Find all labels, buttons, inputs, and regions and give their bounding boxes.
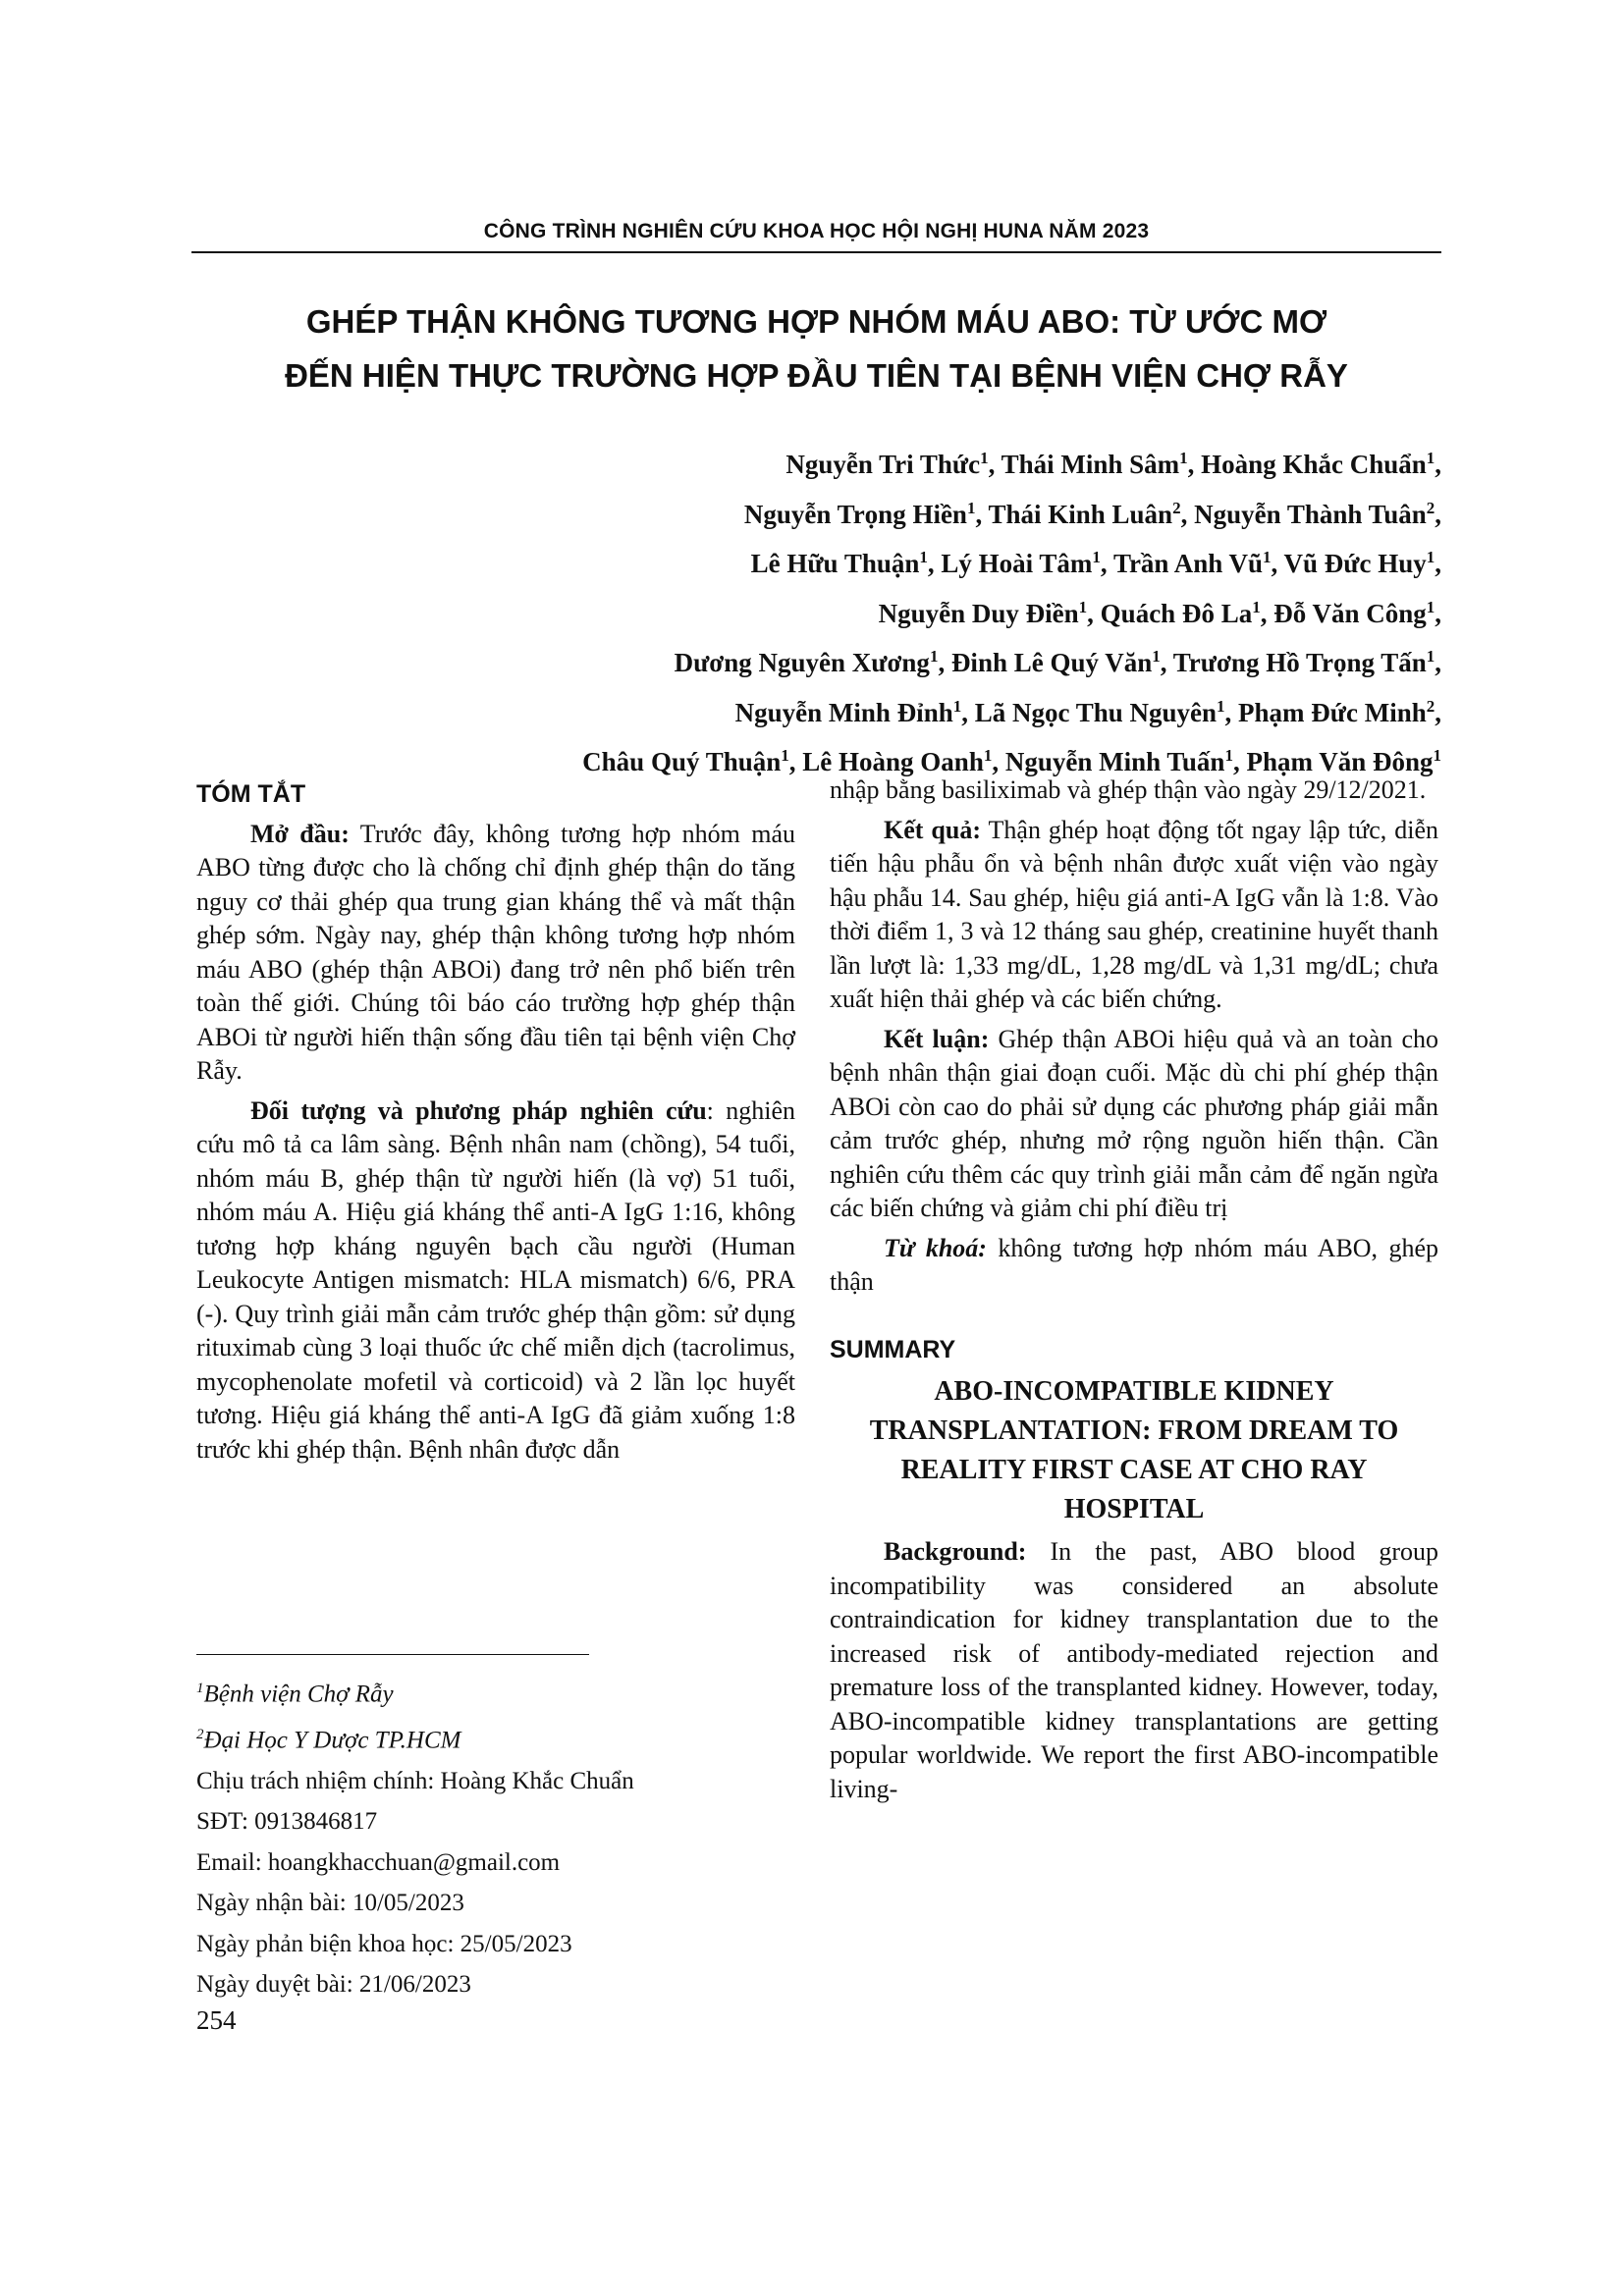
affiliation-mark: 2 [196, 1726, 204, 1742]
affiliation-name: Bệnh viện Chợ Rẫy [203, 1681, 394, 1708]
author-line: Dương Nguyên Xương$^1$, Đinh Lê Quý Văn$^1$, Trương Hồ Trọng Tấn$^1$, [674, 647, 1441, 677]
affiliation-mark: 1 [952, 696, 962, 716]
author-name: Thái Kinh Luân [988, 499, 1173, 529]
affiliation-name: Đại Học Y Dược TP.HCM [203, 1727, 461, 1754]
author-name: Đinh Lê Quý Văn [950, 648, 1153, 677]
right-column [830, 774, 1438, 1806]
author-line: Nguyễn Minh Đỉnh$^1$, Lã Ngọc Thu Nguyên$^1$, Phạm Đức Minh$^2$, [734, 696, 1441, 727]
author-name: Vũ Đức Huy [1283, 549, 1427, 578]
author-line: Lê Hữu Thuận$^1$, Lý Hoài Tâm$^1$, Trần Anh $Vũ^1$, Vũ Đức Huy$^1$, [750, 548, 1441, 578]
author-name: Lê Hoàng Oanh [802, 747, 984, 776]
author-name: Trương Hồ Trọng Tấn [1172, 648, 1427, 677]
affiliation-mark: 1 [1426, 548, 1435, 566]
methods-label: Đối tượng và phương pháp nghiên cứu [250, 1095, 707, 1125]
author-name: Nguyễn Trọng Hiền [743, 499, 967, 529]
methods-text: : nghiên cứu mô tả ca lâm sàng. Bệnh nhân nam (chồng), 54 tuổi, nhóm máu B, ghép thận từ người hiến (là vợ) 51 tuổi, nhóm máu A. Hiệu giá kháng thể anti-A IgG 1:16, không tương hợp kháng nguyên bạch cầu người (Human Leukocyte Antigen mismatch: HLA mismatch) 6/6, PRA (-). Quy trình giải mẫn cảm trước ghép thận gồm: sử dụng rituximab cùng 3 loại thuốc ức chế miễn dịch (tacrolimus, mycophenolate mofetil và corticoid) và 2 lần lọc huyết tương. Hiệu giá kháng thể anti-A IgG đã giảm xuống 1:8 trước khi ghép thận. Bệnh nhân được dẫn [196, 1095, 795, 1464]
affiliation-mark: 2 [1426, 498, 1435, 517]
affiliation-mark: 1 [196, 1681, 204, 1696]
summary-title: ABO-INCOMPATIBLE KIDNEY TRANSPLANTATION: FROM DREAM TO REALITY FIRST CASE AT CHO RAY HOSPITAL [869, 1376, 1399, 1524]
affiliation-mark: 1 [1224, 746, 1233, 765]
abstract-heading: TÓM TẮT [196, 780, 306, 808]
author-name: Nguyễn Tri Thức [785, 450, 981, 479]
abstract-methods-continued: nhập bằng basiliximab và ghép thận vào ngày 29/12/2021. [830, 775, 1427, 804]
affiliation-mark: 2 [1172, 498, 1181, 517]
affiliation-mark: 1 [1426, 449, 1435, 467]
author-line: Nguyễn Duy Điền$^1$, Quách Đô La$^1$, Đỗ Văn Công$^1$, [878, 597, 1441, 628]
background-text: In the past, ABO blood group incompatibility was considered an absolute contraindication for kidney transplantation due to the increased risk of antibody-mediated rejection and premature loss of the transplanted kidney. However, today, ABO-incompatible kidney transplantations are getting popular worldwide. We report the first ABO-incompatible living- [830, 1537, 1438, 1803]
affiliation-mark: 1 [919, 548, 928, 566]
author-name: Lý Hoài Tâm [941, 549, 1093, 578]
author-name: Nguyễn Minh Tuấn [1004, 747, 1225, 776]
summary-background [830, 1535, 1438, 1806]
date-accepted: Ngày duyệt bài: 21/06/2023 [196, 1971, 471, 1999]
author-name: Nguyễn Minh Đỉnh [734, 697, 953, 727]
affiliation-1 [196, 1669, 805, 1715]
author-name: Châu Quý Thuận [582, 747, 782, 776]
conclusion-label: Kết luận: [884, 1024, 990, 1053]
affiliation-2 [196, 1715, 805, 1761]
author-name: Trần Anh Vũ [1112, 549, 1264, 578]
header-rule [191, 251, 1441, 253]
author-line: Nguyễn Trọng Hiền$^1$, Thái Kinh Luân$^2$, Nguyễn Thành Tuân$^2$, [743, 498, 1441, 529]
author-line: Nguyễn Tri Thức$^1$, Thái Minh Sâm$^1$, Hoàng Khắc Chuẩn$^1$, [785, 449, 1441, 479]
intro-label: Mở đầu: [250, 819, 350, 848]
affiliation-mark: 2 [1426, 696, 1435, 716]
abstract-conclusion [830, 1023, 1438, 1226]
article-title [191, 294, 1441, 402]
author-list [295, 437, 1441, 784]
affiliation-mark: 1 [1252, 597, 1261, 616]
date-reviewed: Ngày phản biện khoa học: 25/05/2023 [196, 1930, 572, 1957]
author-name: Hoàng Khắc Chuẩn [1201, 450, 1427, 479]
affiliation-mark: 1 [1426, 647, 1435, 666]
abstract-keywords [830, 1232, 1438, 1300]
abstract-results [830, 814, 1438, 1017]
abstract-methods [196, 1095, 795, 1468]
keywords-label: Từ khoá: [884, 1233, 987, 1262]
affiliation-mark: 1 [1217, 696, 1225, 716]
affiliation-mark: 1 [980, 449, 989, 467]
abstract-intro [196, 818, 795, 1089]
author-line: Châu Quý Thuận$^1$, Lê Hoàng Oanh$^1$, Nguyễn Minh Tuấn$^1$, Phạm Văn Đông$^1$ [582, 746, 1441, 776]
corresponding-author: Chịu trách nhiệm chính: Hoàng Khắc Chuẩn [196, 1767, 634, 1794]
author-name: Đỗ Văn Công [1273, 598, 1427, 628]
conclusion-text: Ghép thận ABOi hiệu quả và an toàn cho bệnh nhân thận giai đoạn cuối. Mặc dù chi phí ghép thận ABOi còn cao do phải sử dụng các phương pháp giải mẫn cảm trước ghép, nhưng mở rộng nguồn hiến thận. Cần nghiên cứu thêm các quy trình giải mẫn cảm để ngăn ngừa các biến chứng và giảm chi phí điều trị [830, 1024, 1438, 1222]
affiliation-mark: 1 [1433, 746, 1441, 765]
author-name: Phạm Đức Minh [1238, 697, 1427, 727]
author-name: Phạm Văn Đông [1246, 747, 1434, 776]
page-number: 254 [196, 2005, 237, 2035]
intro-text: Trước đây, không tương hợp nhóm máu ABO từng được cho là chống chỉ định ghép thận do tăng nguy cơ thải ghép qua trung gian kháng thể và mất thận ghép sớm. Ngày nay, ghép thận không tương hợp nhóm máu ABO (ghép thận ABOi) đang trở nên phổ biến trên toàn thế giới. Chúng tôi báo cáo trường hợp ghép thận ABOi từ người hiến thận sống đầu tiên tại bệnh viện Chợ Rẫy. [196, 819, 795, 1085]
article-title-line-1: GHÉP THẬN KHÔNG TƯƠNG HỢP NHÓM MÁU ABO: TỪ ƯỚC MƠ [305, 303, 1327, 340]
date-received: Ngày nhận bài: 10/05/2023 [196, 1890, 464, 1917]
footnotes [196, 1669, 805, 2005]
footnote-rule [196, 1654, 589, 1655]
affiliation-mark: 1 [1179, 449, 1188, 467]
affiliation-mark: 1 [1152, 647, 1161, 666]
author-name: Lã Ngọc Thu Nguyên [974, 697, 1218, 727]
affiliation-mark: 1 [983, 746, 993, 765]
results-label: Kết quả: [884, 815, 981, 844]
background-label: Background: [884, 1537, 1027, 1566]
article-title-line-2: ĐẾN HIỆN THỰC TRƯỜNG HỢP ĐẦU TIÊN TẠI BỆNH VIỆN CHỢ RẪY [285, 357, 1348, 394]
affiliation-mark: 1 [1078, 597, 1088, 616]
left-column [196, 777, 795, 1467]
author-name: Dương Nguyên Xương [674, 648, 930, 677]
email-address: Email: hoangkhacchuan@gmail.com [196, 1848, 561, 1876]
affiliation-mark: 1 [929, 647, 939, 666]
affiliation-mark: 1 [966, 498, 976, 517]
results-text: Thận ghép hoạt động tốt ngay lập tức, diễn tiến hậu phẫu ổn và bệnh nhân được xuất viện vào ngày hậu phẫu 14. Sau ghép, hiệu giá anti-A IgG vẫn là 1:8. Vào thời điểm 1, 3 và 12 tháng sau ghép, creatinine huyết thanh lần lượt là: 1,33 mg/dL, 1,28 mg/dL và 1,31 mg/dL; chưa xuất hiện thải ghép và các biến chứng. [830, 815, 1438, 1013]
author-name: Lê Hữu Thuận [750, 549, 920, 578]
author-name: Thái Minh Sâm [1001, 450, 1180, 479]
affiliation-mark: 1 [1263, 548, 1272, 566]
affiliation-mark: 1 [1426, 597, 1435, 616]
keywords-text: không tương hợp nhóm máu ABO, ghép thận [830, 1233, 1438, 1296]
author-name: Quách Đô La [1100, 598, 1253, 628]
running-header: CÔNG TRÌNH NGHIÊN CỨU KHOA HỌC HỘI NGHỊ HUNA NĂM 2023 [483, 220, 1150, 242]
author-name: Nguyễn Thành Tuân [1194, 499, 1427, 529]
affiliation-mark: 1 [781, 746, 789, 765]
author-name: Nguyễn Duy Điền [878, 598, 1079, 628]
affiliation-mark: 1 [1092, 548, 1101, 566]
summary-heading: SUMMARY [830, 1335, 956, 1363]
phone-number: SĐT: 0913846817 [196, 1808, 378, 1836]
